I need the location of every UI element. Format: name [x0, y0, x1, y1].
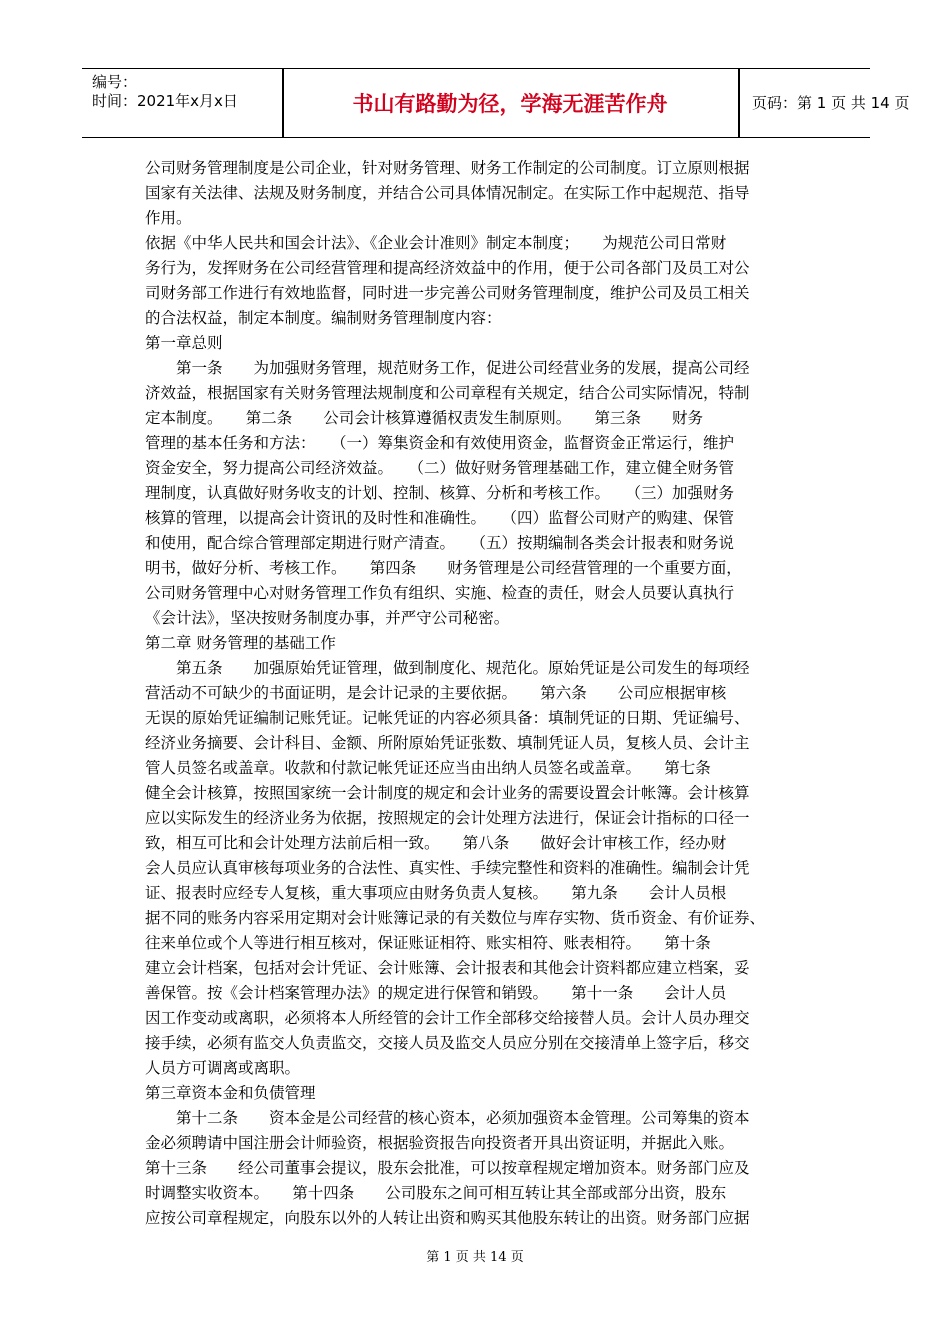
text-line: 建立会计档案，包括对会计凭证、会计账簿、会计报表和其他会计资料都应建立档案，妥	[145, 959, 750, 977]
text-line: 第二章 财务管理的基础工作	[145, 634, 336, 652]
text-line: 因工作变动或离职，必须将本人所经管的会计工作全部移交给接替人员。会计人员办理交	[145, 1009, 750, 1027]
text-line: 管理的基本任务和方法： （一）筹集资金和有效使用资金，监督资金正常运行，维护	[145, 434, 735, 452]
text-line: 公司财务管理制度是公司企业，针对财务管理、财务工作制定的公司制度。订立原则根据	[145, 159, 750, 177]
text-line: 作用。	[145, 209, 192, 227]
text-line: 应按公司章程规定，向股东以外的人转让出资和购买其他股东转让的出资。财务部门应据	[145, 1209, 750, 1227]
text-line: 接手续，必须有监交人负责监交，交接人员及监交人员应分别在交接清单上签字后，移交	[145, 1034, 750, 1052]
text-line: 营活动不可缺少的书面证明，是会计记录的主要依据。 第六条 公司应根据审核	[145, 684, 727, 702]
text-line: 健全会计核算，按照国家统一会计制度的规定和会计业务的需要设置会计帐簿。会计核算	[145, 784, 750, 802]
text-line: 依据《中华人民共和国会计法》、《企业会计准则》制定本制度； 为规范公司日常财	[145, 234, 727, 252]
text-line: 《会计法》，坚决按财务制度办事，并严守公司秘密。	[145, 609, 510, 627]
text-line: 无误的原始凭证编制记账凭证。记帐凭证的内容必须具备：填制凭证的日期、凭证编号、	[145, 709, 750, 727]
text-line: 核算的管理，以提高会计资讯的及时性和准确性。 （四）监督公司财产的购建、保管	[145, 509, 735, 527]
text-line: 金必须聘请中国注册会计师验资，根据验资报告向投资者开具出资证明，并据此入账。	[145, 1134, 735, 1152]
document-body	[145, 156, 811, 1231]
header-page-label: 页码：第 1 页 共 14 页	[752, 94, 910, 112]
text-line: 时调整实收资本。 第十四条 公司股东之间可相互转让其全部或部分出资，股东	[145, 1184, 727, 1202]
text-line: 的合法权益，制定本制度。编制财务管理制度内容：	[145, 309, 502, 327]
text-line: 据不同的账务内容采用定期对会计账簿记录的有关数位与库存实物、货币资金、有价证券、	[145, 909, 766, 927]
header-divider-right	[738, 69, 740, 137]
text-line: 理制度，认真做好财务收支的计划、控制、核算、分析和考核工作。 （三）加强财务	[145, 484, 735, 502]
text-line: 致，相互可比和会计处理方法前后相一致。 第八条 做好会计审核工作，经办财	[145, 834, 727, 852]
text-line: 人员方可调离或离职。	[145, 1059, 301, 1077]
text-line: 资金安全，努力提高公司经济效益。 （二）做好财务管理基础工作，建立健全财务管	[145, 459, 735, 477]
text-line: 第十二条 资本金是公司经营的核心资本，必须加强资本金管理。公司筹集的资本	[145, 1109, 750, 1127]
page-footer: 第 1 页 共 14 页	[426, 1250, 524, 1265]
text-line: 第十三条 经公司董事会提议，股东会批准，可以按章程规定增加资本。财务部门应及	[145, 1159, 750, 1177]
text-line: 证、报表时应经专人复核，重大事项应由财务负责人复核。 第九条 会计人员根	[145, 884, 727, 902]
text-line: 济效益，根据国家有关财务管理法规制度和公司章程有关规定，结合公司实际情况，特制	[145, 384, 750, 402]
text-line: 管人员签名或盖章。收款和付款记帐凭证还应当由出纳人员签名或盖章。 第七条	[145, 759, 711, 777]
text-line: 往来单位或个人等进行相互核对，保证账证相符、账实相符、账表相符。 第十条	[145, 934, 711, 952]
header-meta	[82, 69, 282, 137]
text-line: 应以实际发生的经济业务为依据，按照规定的会计处理方法进行，保证会计指标的口径一	[145, 809, 750, 827]
number-label: 编号：	[92, 73, 138, 91]
text-line: 和使用，配合综合管理部定期进行财产清查。 （五）按期编制各类会计报表和财务说	[145, 534, 735, 552]
text-line: 第五条 加强原始凭证管理，做到制度化、规范化。原始凭证是公司发生的每项经	[145, 659, 750, 677]
time-label: 时间：2021年x月x日	[92, 92, 238, 110]
text-line: 会人员应认真审核每项业务的合法性、真实性、手续完整性和资料的准确性。编制会计凭	[145, 859, 750, 877]
page-header	[82, 68, 910, 138]
text-line: 明书，做好分析、考核工作。 第四条 财务管理是公司经营管理的一个重要方面，	[145, 559, 742, 577]
text-line: 经济业务摘要、会计科目、金额、所附原始凭证张数、填制凭证人员，复核人员、会计主	[145, 734, 750, 752]
header-motto: 书山有路勤为径，学海无涯苦作舟	[352, 92, 668, 116]
text-line: 第一条 为加强财务管理，规范财务工作，促进公司经营业务的发展，提高公司经	[145, 359, 750, 377]
text-line: 公司财务管理中心对财务管理工作负有组织、实施、检查的责任，财会人员要认真执行	[145, 584, 735, 602]
text-line: 第三章资本金和负债管理	[145, 1084, 316, 1102]
text-line: 司财务部工作进行有效地监督，同时进一步完善公司财务管理制度，维护公司及员工相关	[145, 284, 750, 302]
text-line: 善保管。按《会计档案管理办法》的规定进行保管和销毁。 第十一条 会计人员	[145, 984, 727, 1002]
text-line: 务行为，发挥财务在公司经营管理和提高经济效益中的作用，便于公司各部门及员工对公	[145, 259, 750, 277]
text-line: 定本制度。 第二条 公司会计核算遵循权责发生制原则。 第三条 财务	[145, 409, 704, 427]
text-line: 国家有关法律、法规及财务制度，并结合公司具体情况制定。在实际工作中起规范、指导	[145, 184, 750, 202]
text-line: 第一章总则	[145, 334, 223, 352]
